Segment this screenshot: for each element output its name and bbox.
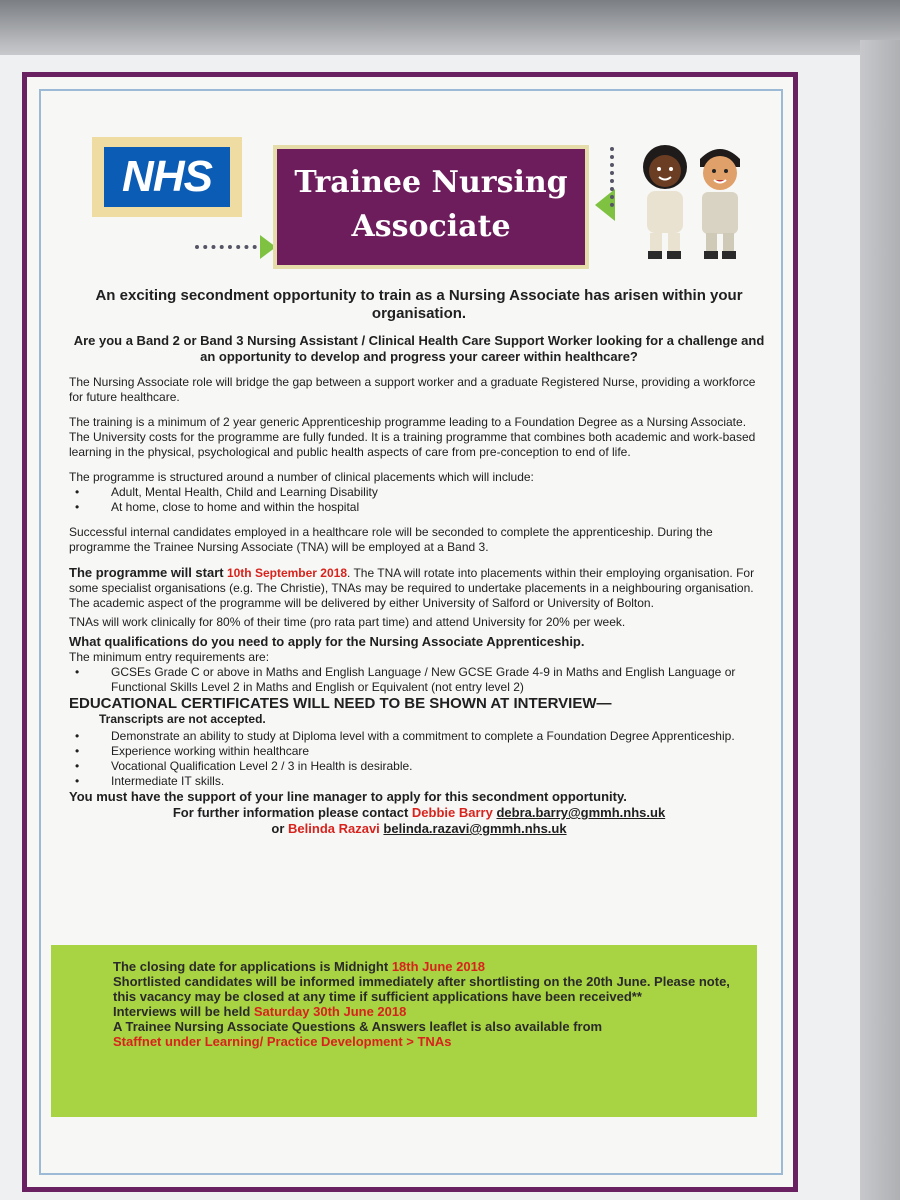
start-paragraph xyxy=(69,565,769,611)
support-note: You must have the support of your line manager to apply for this secondment opportunity. xyxy=(69,789,627,804)
contact-1-name: Debbie Barry xyxy=(411,805,493,820)
leaflet-note: A Trainee Nursing Associate Questions & Answers leaflet is also available from xyxy=(113,1019,603,1034)
contact-1-email-link[interactable]: debra.barry@gmmh.nhs.uk xyxy=(496,805,666,820)
contact-2-email-link[interactable]: belinda.razavi@gmmh.nhs.uk xyxy=(383,821,567,836)
qualifications-heading: What qualifications do you need to apply for the Nursing Associate Apprenticeship. xyxy=(69,634,585,649)
training-paragraph: The training is a minimum of 2 year generic Apprenticeship programme leading to a Foundation Degree as a Nursing Associate. The University costs for the programme are fully funded. It is a training programme that combines both academic and work-based learning in the physical, psychological and public health aspects of care from pre-conception to end of life. xyxy=(69,415,756,459)
start-prefix: The programme will start xyxy=(69,565,224,580)
headline: An exciting secondment opportunity to train as a Nursing Associate has arisen within your organisation. xyxy=(95,287,743,322)
band-question: Are you a Band 2 or Band 3 Nursing Assistant / Clinical Health Care Support Worker looking for a challenge and an opportunity to develop and progress your career within healthcare? xyxy=(73,333,765,364)
nhs-logo-text: NHS xyxy=(104,147,230,207)
shortlisted-note: Shortlisted candidates will be informed immediately after shortlisting on the 20th June. Please note, this vacancy may be closed at any time if sufficient applications have been received** xyxy=(113,974,730,1004)
monitor-bezel-top xyxy=(0,0,900,62)
structure-paragraph: The programme is structured around a number of clinical placements which will include: xyxy=(69,470,534,484)
interview-date: Saturday 30th June 2018 xyxy=(253,1004,407,1019)
contact-line xyxy=(69,805,769,821)
leaflet-location: Staffnet under Learning/ Practice Development > TNAs xyxy=(113,1034,452,1049)
closing-prefix: The closing date for applications is Midnight xyxy=(113,959,389,974)
list-item: • Intermediate IT skills. xyxy=(69,774,769,789)
interviews-prefix: Interviews will be held xyxy=(113,1004,251,1019)
clinical-paragraph: TNAs will work clinically for 80% of their time (pro rata part time) and attend University for 20% per week. xyxy=(69,615,626,629)
list-item: • Vocational Qualification Level 2 / 3 in Health is desirable. xyxy=(69,759,769,774)
list-item: • Experience working within healthcare xyxy=(69,744,769,759)
start-date: 10th September 2018 xyxy=(226,566,347,580)
poster-body xyxy=(69,287,769,837)
contact-or: or xyxy=(271,821,285,836)
dotted-line-horizontal xyxy=(195,245,265,249)
min-entry-label: The minimum entry requirements are: xyxy=(69,650,270,664)
transcripts-note: Transcripts are not accepted. xyxy=(99,712,266,726)
title-line-1: Trainee Nursing xyxy=(294,165,568,200)
poster xyxy=(22,72,798,1192)
closing-date: 18th June 2018 xyxy=(391,959,486,974)
interviews-line xyxy=(113,1004,739,1019)
list-item: • GCSEs Grade C or above in Maths and English Language / New GCSE Grade 4-9 in Maths and English Language or Functional Skills Level 2 in Maths and English or Equivalent (not entry level 2) xyxy=(69,665,769,695)
placements-list xyxy=(69,485,769,515)
title-banner xyxy=(273,145,589,269)
requirements-list xyxy=(69,729,769,789)
list-item: • At home, close to home and within the hospital xyxy=(69,500,769,515)
title-line-2: Associate xyxy=(351,209,511,244)
gcse-list xyxy=(69,665,769,695)
contact-prefix: For further information please contact xyxy=(172,805,409,820)
list-item: • Demonstrate an ability to study at Diploma level with a commitment to complete a Foundation Degree Apprenticeship. xyxy=(69,729,769,744)
nurses-illustration-icon xyxy=(632,137,752,262)
seconded-paragraph: Successful internal candidates employed in a healthcare role will be seconded to complete the apprenticeship. During the programme the Trainee Nursing Associate (TNA) will be employed at a Band 3. xyxy=(69,525,713,554)
list-item: • Adult, Mental Health, Child and Learning Disability xyxy=(69,485,769,500)
role-paragraph: The Nursing Associate role will bridge the gap between a support worker and a graduate Registered Nurse, providing a workforce for future healthcare. xyxy=(69,375,756,404)
contact-line-2 xyxy=(69,821,769,837)
certificates-heading: EDUCATIONAL CERTIFICATES WILL NEED TO BE SHOWN AT INTERVIEW— xyxy=(69,695,612,712)
start-rest: . The TNA will rotate into placements within their employing organisation. For some specialist organisations (e.g. The Christie), TNAs may be required to undertake placements in a neighbouring organisation. The academic aspect of the programme will be delivered by either University of Salford or University of Bolton. xyxy=(69,566,755,610)
monitor-bezel-right xyxy=(860,40,900,1200)
contact-2-name: Belinda Razavi xyxy=(288,821,380,836)
closing-date-line xyxy=(113,959,739,974)
dotted-line-vertical xyxy=(610,147,614,207)
closing-info-box xyxy=(51,945,757,1117)
nhs-logo xyxy=(92,137,242,217)
